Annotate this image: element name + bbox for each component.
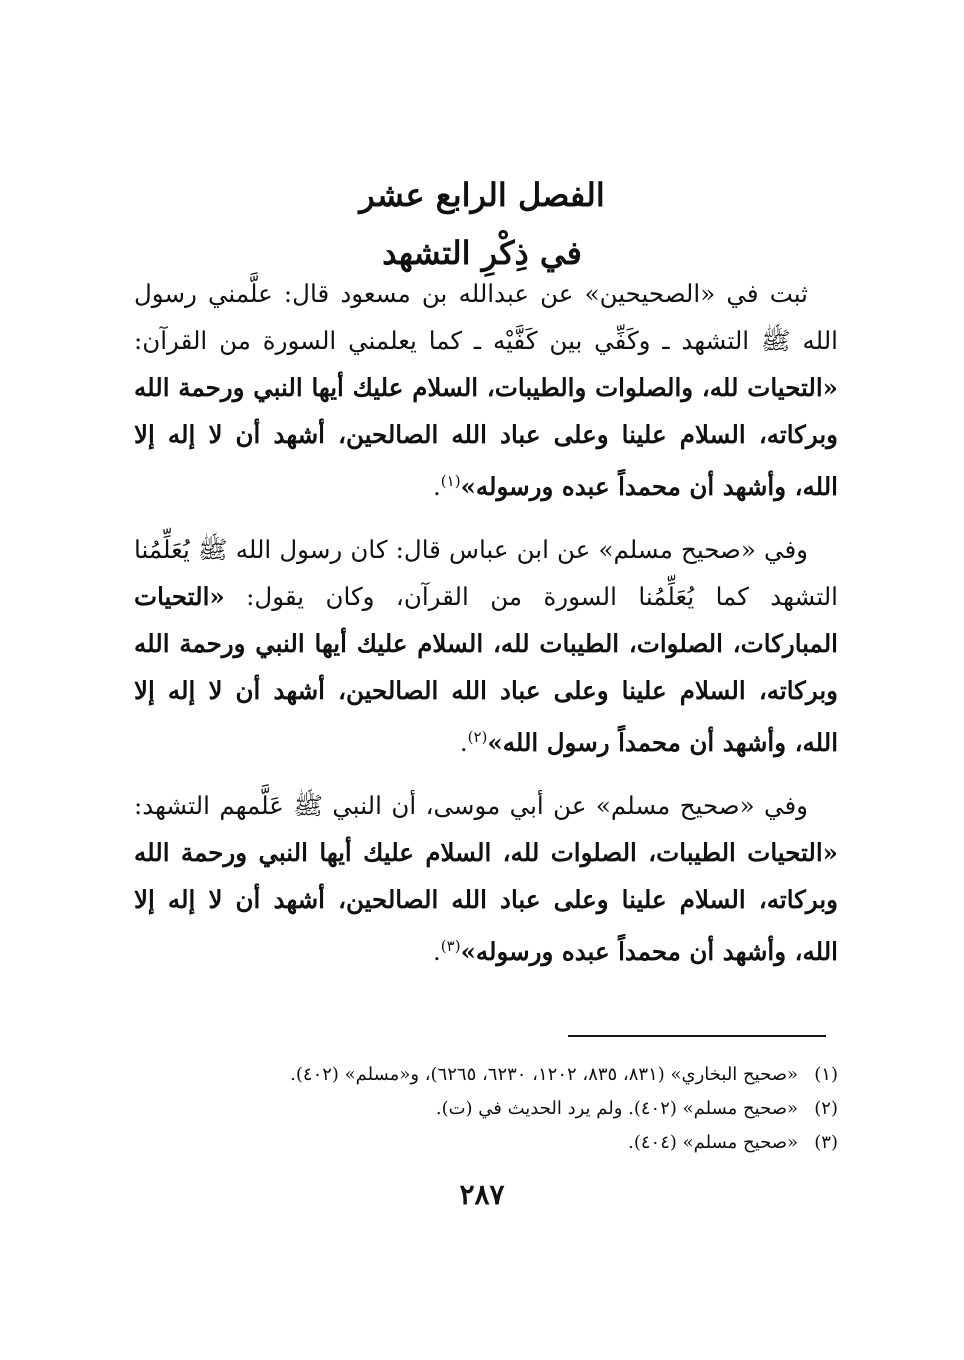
footnote-number: (٣): [814, 1132, 838, 1153]
chapter-heading: [0, 166, 964, 282]
paragraph-abu-musa: [134, 782, 838, 975]
paragraph-intro: وفي «صحيح مسلم» عن أبي موسى، أن النبي ﷺ عَلَّمهم التشهد:: [134, 791, 808, 820]
footnote-number: (٢): [814, 1098, 838, 1119]
paragraph-end: .: [432, 937, 441, 966]
page-number: ٢٨٧: [459, 1178, 505, 1211]
footnote-number: (١): [814, 1064, 838, 1085]
chapter-title: الفصل الرابع عشر: [359, 176, 605, 214]
tashahhud-quote: «التحيات المباركات، الصلوات، الطيبات لله، السلام عليك أيها النبي ورحمة الله وبركاته، السلام علينا وعلى عباد الله الصالحين، أشهد أن لا إله إلا الله، وأشهد أن محمداً رسول الله»: [134, 582, 838, 757]
footnote-ref: (٢): [467, 728, 488, 746]
footnote-text: «صحيح البخاري» (٨٣١، ٨٣٥، ١٢٠٢، ٦٢٣٠، ٦٢٦٥)، و«مسلم» (٤٠٢).: [290, 1064, 798, 1085]
paragraph-intro: وفي «صحيح مسلم» عن ابن عباس قال: كان رسول الله ﷺ يُعَلِّمُنا التشهد كما يُعَلِّمُنا السورة من القرآن، وكان يقول:: [134, 535, 838, 611]
footnote-1: [134, 1058, 838, 1092]
footnotes: [134, 1058, 838, 1160]
footnote-text: «صحيح مسلم» (٤٠٤).: [628, 1132, 798, 1153]
footnote-divider: [568, 1035, 826, 1037]
footnote-2: [134, 1092, 838, 1126]
footnote-text: «صحيح مسلم» (٤٠٢). ولم يرد الحديث في (ت).: [435, 1098, 798, 1119]
paragraph-end: .: [432, 472, 441, 501]
footnote-ref: (١): [440, 472, 461, 490]
tashahhud-quote: «التحيات الطيبات، الصلوات لله، السلام عليك أيها النبي ورحمة الله وبركاته، السلام علينا وعلى عباد الله الصالحين، أشهد أن لا إله إلا الله، وأشهد أن محمداً عبده ورسوله»: [134, 838, 838, 966]
paragraph-intro: ثبت في «الصحيحين» عن عبدالله بن مسعود قال: علَّمني رسول الله ﷺ التشهد ـ وكَفِّي بين كَفَّيْه ـ كما يعلمني السورة من القرآن:: [134, 279, 838, 355]
chapter-subtitle: في ذِكْرِ التشهد: [382, 234, 582, 272]
paragraph-ibn-abbas: [134, 526, 838, 766]
tashahhud-quote: «التحيات لله، والصلوات والطيبات، السلام عليك أيها النبي ورحمة الله وبركاته، السلام علينا وعلى عباد الله الصالحين، أشهد أن لا إله إلا الله، وأشهد أن محمداً عبده ورسوله»: [134, 373, 838, 501]
footnote-ref: (٣): [440, 937, 461, 955]
paragraph-end: .: [459, 728, 468, 757]
footnote-3: [134, 1126, 838, 1160]
paragraph-ibn-masud: [134, 270, 838, 510]
